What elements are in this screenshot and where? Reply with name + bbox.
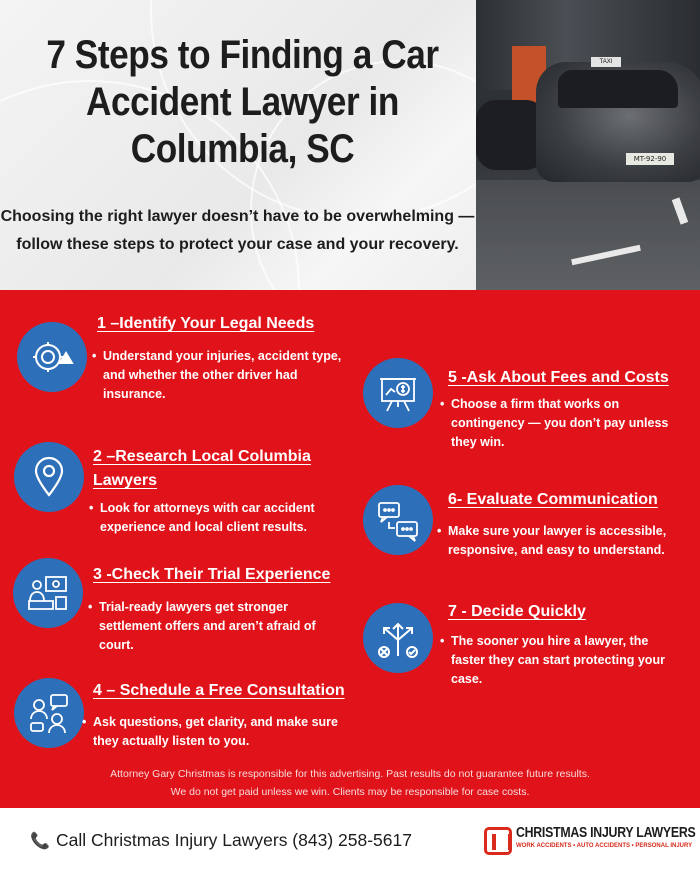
- disclaimer: [0, 765, 700, 801]
- bullet: •: [92, 349, 97, 363]
- logo-tagline: WORK ACCIDENTS • AUTO ACCIDENTS • PERSONAL INJURY: [516, 843, 693, 849]
- step-1-body: [92, 347, 342, 404]
- photo-taxi-sign: TAXI: [591, 57, 621, 67]
- steps-panel: [0, 290, 700, 808]
- step-5-title: 5 -Ask About Fees and Costs: [448, 369, 669, 386]
- taxi-photo: [476, 0, 700, 290]
- step-6-title: 6- Evaluate Communication: [448, 491, 658, 508]
- step-7-body: [440, 632, 680, 689]
- bullet: •: [88, 600, 93, 614]
- bullet: •: [89, 501, 94, 515]
- step-4-title: 4 – Schedule a Free Consultation: [93, 682, 345, 699]
- step-3-body: [88, 598, 328, 655]
- photo-car-windshield: [558, 70, 678, 108]
- legal-needs-icon: [17, 322, 87, 392]
- bullet: •: [440, 634, 445, 648]
- bullet: •: [82, 715, 87, 729]
- step-7-title: 7 - Decide Quickly: [448, 603, 586, 620]
- location-pin-icon: [14, 442, 84, 512]
- step-5-text: Choose a firm that works on contingency — you don’t pay unless they win.: [451, 397, 669, 449]
- step-4-text: Ask questions, get clarity, and make sure they actually listen to you.: [93, 715, 338, 748]
- logo-name: CHRISTMAS INJURY LAWYERS: [516, 825, 696, 841]
- step-1-title: 1 –Identify Your Legal Needs: [97, 315, 315, 332]
- communication-chat-icon: [363, 485, 433, 555]
- step-6-text: Make sure your lawyer is accessible, responsive, and easy to understand.: [448, 524, 667, 557]
- step-2-title: 2 –Research Local Columbia Lawyers: [93, 448, 311, 489]
- step-4-body: [82, 713, 362, 751]
- photo-license-plate: MT-92-90: [626, 153, 674, 165]
- trial-courtroom-icon: [13, 558, 83, 628]
- decision-arrows-icon: [363, 603, 433, 673]
- fees-presentation-icon: [363, 358, 433, 428]
- disclaimer-line-1: Attorney Gary Christmas is responsible for this advertising. Past results do not guarantee future results.: [110, 768, 590, 780]
- bullet: •: [437, 524, 442, 538]
- step-2-body: [89, 499, 319, 537]
- page-subtitle: Choosing the right lawyer doesn’t have to be overwhelming — follow these steps to protect your case and your recovery.: [0, 208, 475, 253]
- step-1-text: Understand your injuries, accident type, and whether the other driver had insurance.: [103, 349, 342, 401]
- step-5-body: [440, 395, 670, 452]
- footer: [0, 808, 700, 870]
- page-title: 7 Steps to Finding a Car Accident Lawyer in Columbia, SC: [46, 33, 439, 171]
- bullet: •: [440, 397, 445, 411]
- step-6-body: [437, 522, 677, 560]
- step-3-title: 3 -Check Their Trial Experience: [93, 566, 331, 583]
- photo-road: [476, 180, 700, 290]
- disclaimer-line-2: We do not get paid unless we win. Clients may be responsible for case costs.: [170, 786, 530, 798]
- phone-icon: 📞: [30, 833, 50, 850]
- step-3-text: Trial-ready lawyers get stronger settlement offers and aren’t afraid of court.: [99, 600, 316, 652]
- step-7-text: The sooner you hire a lawyer, the faster they can start protecting your case.: [451, 634, 665, 686]
- logo-mark: [484, 827, 512, 855]
- consultation-chat-icon: [14, 678, 87, 748]
- step-2-text: Look for attorneys with car accident experience and local client results.: [100, 501, 315, 534]
- call-link[interactable]: Call Christmas Injury Lawyers (843) 258-5617: [56, 830, 412, 850]
